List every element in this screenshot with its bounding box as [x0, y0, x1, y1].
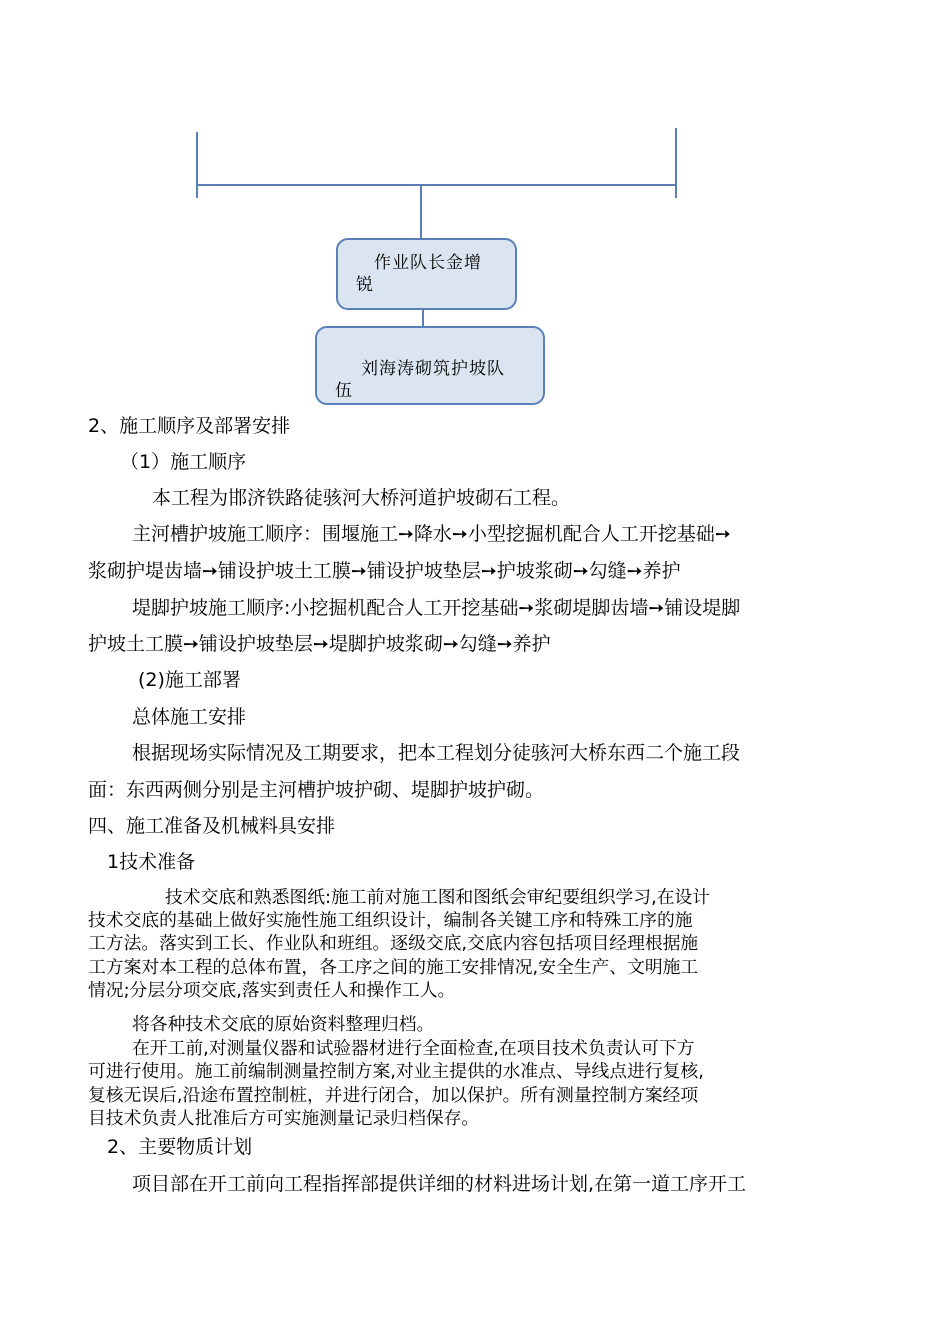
team-box	[315, 326, 545, 405]
tech-paragraph-line3: 工方法。落实到工长、作业队和班组。逐级交底,交底内容包括项目经理根据施	[88, 933, 699, 954]
survey-paragraph-line3: 复核无误后,沿途布置控制桩，并进行闭合，加以保护。所有测量控制方案经项	[88, 1085, 699, 1106]
subheading-technical-preparation: 1技术准备	[107, 851, 196, 873]
chart-left-tick	[196, 132, 198, 198]
section-heading-2: 2、施工顺序及部署安排	[88, 415, 291, 437]
leader-box	[336, 238, 517, 310]
tech-paragraph-line1: 技术交底和熟悉图纸:施工前对施工图和图纸会审纪要组织学习,在设计	[165, 887, 711, 908]
tech-paragraph-line4: 工方案对本工程的总体布置，各工序之间的施工安排情况,安全生产、文明施工	[88, 957, 699, 978]
paragraph-project-intro: 本工程为邯济铁路徒骇河大桥河道护坡砌石工程。	[152, 487, 571, 509]
paragraph-levee-toe-line1: 堤脚护坡施工顺序:小挖掘机配合人工开挖基础➙浆砌堤脚齿墙➙铺设堤脚	[132, 597, 741, 619]
subheading-construction-deployment: (2)施工部署	[138, 669, 241, 691]
section-heading-4: 四、施工准备及机械料具安排	[88, 815, 336, 837]
leader-box-line1: 作业队长金增	[374, 253, 482, 273]
paragraph-division-line2: 面：东西两侧分别是主河槽护坡护砌、堤脚护坡护砌。	[88, 779, 545, 801]
subheading-overall-arrangement: 总体施工安排	[132, 706, 247, 728]
survey-paragraph-line2: 可进行使用。施工前编制测量控制方案,对业主提供的水准点、导线点进行复核,	[88, 1061, 704, 1082]
chart-horizontal-bar	[196, 184, 677, 186]
paragraph-division-line1: 根据现场实际情况及工期要求，把本工程划分徒骇河大桥东西二个施工段	[132, 742, 741, 764]
tech-paragraph-line5: 情况;分层分项交底,落实到责任人和操作工人。	[88, 980, 456, 1001]
archive-paragraph: 将各种技术交底的原始资料整理归档。	[132, 1014, 435, 1035]
chart-stem-to-leader	[420, 184, 422, 240]
chart-right-tick	[675, 128, 677, 198]
survey-paragraph-line1: 在开工前,对测量仪器和试验器材进行全面检查,在项目技术负责认可下方	[132, 1038, 695, 1059]
survey-paragraph-line4: 目技术负责人批准后方可实施测量记录归档保存。	[88, 1108, 480, 1129]
subheading-material-plan: 2、主要物质计划	[107, 1136, 253, 1158]
tech-paragraph-line2: 技术交底的基础上做好实施性施工组织设计，编制各关键工序和特殊工序的施	[88, 910, 693, 931]
team-box-line1: 刘海涛砌筑护坡队	[361, 359, 505, 379]
paragraph-material-plan: 项目部在开工前向工程指挥部提供详细的材料进场计划,在第一道工序开工	[132, 1173, 747, 1195]
leader-box-line2: 锐	[356, 275, 373, 295]
paragraph-main-channel-line2: 浆砌护堤齿墙➙铺设护坡土工膜➙铺设护坡垫层➙护坡浆砌➙勾缝➙养护	[88, 560, 681, 582]
subheading-construction-sequence: （1）施工顺序	[120, 451, 247, 473]
paragraph-levee-toe-line2: 护坡土工膜➙铺设护坡垫层➙堤脚护坡浆砌➙勾缝➙养护	[88, 633, 551, 655]
paragraph-main-channel-line1: 主河槽护坡施工顺序：围堰施工➙降水➙小型挖掘机配合人工开挖基础➙	[132, 523, 731, 545]
team-box-line2: 伍	[335, 381, 352, 401]
